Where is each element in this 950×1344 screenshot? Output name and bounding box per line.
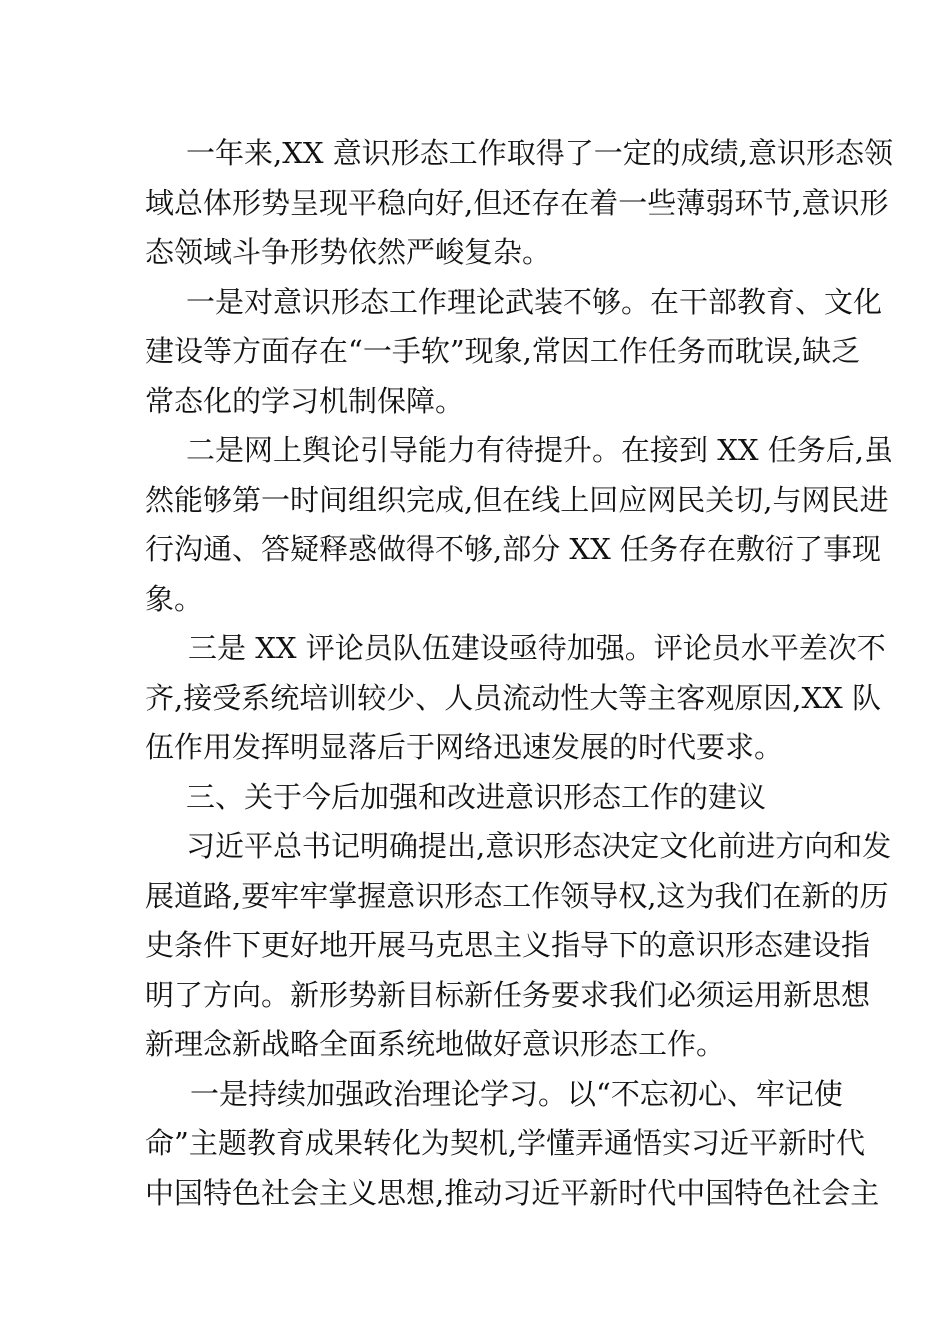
text-line-19: 新理念新战略全面系统地做好意识形态工作。 <box>145 1027 726 1061</box>
text-line-3: 态领域斗争形势依然严峻复杂。 <box>145 235 552 269</box>
text-line-2: 域总体形势呈现平稳向好,但还存在着一些薄弱环节,意识形 <box>145 186 889 220</box>
text-line-22: 中国特色社会主义思想,推动习近平新时代中国特色社会主 <box>145 1176 880 1210</box>
text-line-12: 齐,接受系统培训较少、人员流动性大等主客观原因,XX 队 <box>145 681 881 715</box>
text-line-10: 象。 <box>145 582 204 616</box>
text-line-5: 建设等方面存在“一手软”现象,常因工作任务而耽误,缺乏 <box>145 334 861 368</box>
text-line-8: 然能够第一时间组织完成,但在线上回应网民关切,与网民进 <box>145 483 889 517</box>
text-line-11: 三是 XX 评论员队伍建设亟待加强。评论员水平差次不 <box>188 631 886 665</box>
text-line-1: 一年来,XX 意识形态工作取得了一定的成绩,意识形态领 <box>186 136 893 170</box>
text-line-4: 一是对意识形态工作理论武装不够。在干部教育、文化 <box>186 285 883 319</box>
text-line-16: 展道路,要牢牢掌握意识形态工作领导权,这为我们在新的历 <box>145 879 889 913</box>
text-line-18: 明了方向。新形势新目标新任务要求我们必须运用新思想 <box>145 978 871 1012</box>
text-line-15: 习近平总书记明确提出,意识形态决定文化前进方向和发 <box>186 829 892 863</box>
text-line-17: 史条件下更好地开展马克思主义指导下的意识形态建设指 <box>145 928 871 962</box>
text-line-20: 一是持续加强政治理论学习。以“不忘初心、牢记使 <box>190 1077 843 1111</box>
section-heading: 三、关于今后加强和改进意识形态工作的建议 <box>186 780 767 814</box>
text-line-21: 命”主题教育成果转化为契机,学懂弄通悟实习近平新时代 <box>145 1126 866 1160</box>
text-line-7: 二是网上舆论引导能力有待提升。在接到 XX 任务后,虽 <box>186 433 893 467</box>
text-line-6: 常态化的学习机制保障。 <box>145 384 465 418</box>
text-line-13: 伍作用发挥明显落后于网络迅速发展的时代要求。 <box>145 730 784 764</box>
text-line-9: 行沟通、答疑释惑做得不够,部分 XX 任务存在敷衍了事现 <box>145 532 881 566</box>
